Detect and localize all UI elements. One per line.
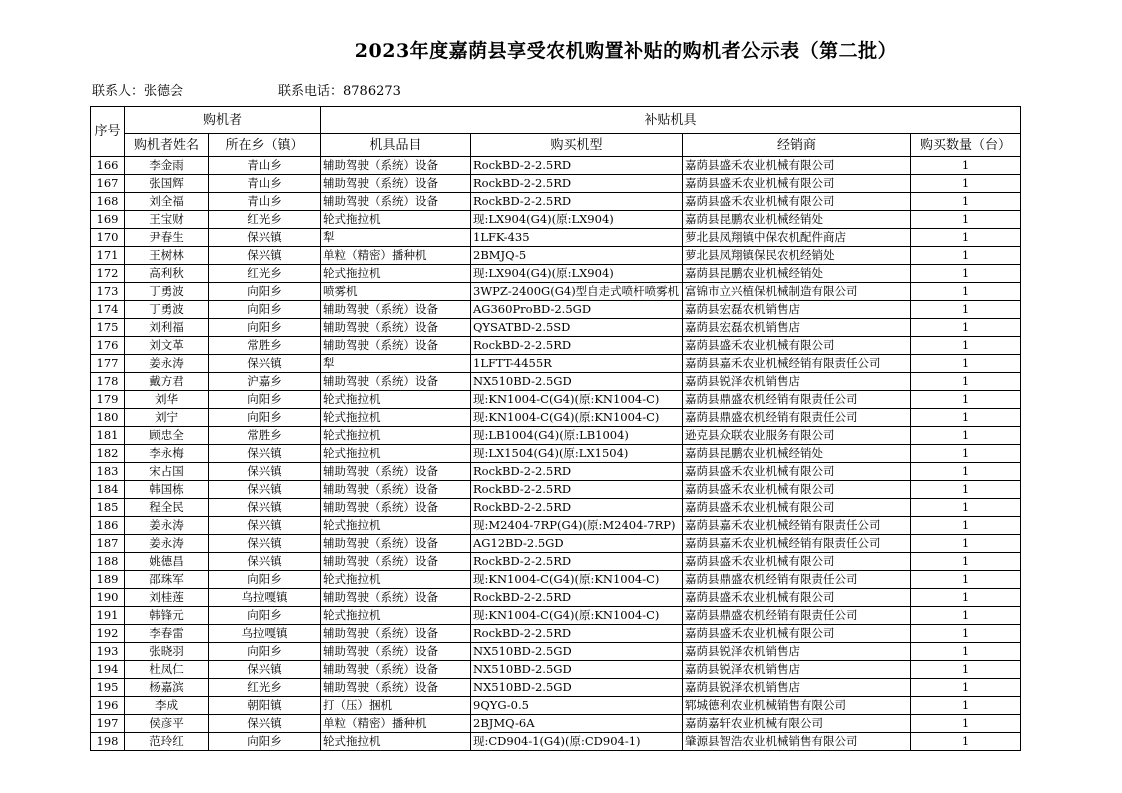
cell-model: 现:LX1504(G4)(原:LX1504): [471, 445, 683, 463]
cell-town: 红光乡: [209, 265, 321, 283]
table-row: [91, 229, 1021, 247]
cell-index: 183: [91, 463, 125, 481]
cell-index: 192: [91, 625, 125, 643]
cell-name: 杨嘉滨: [125, 679, 209, 697]
table-row: [91, 319, 1021, 337]
cell-category: 犁: [321, 355, 471, 373]
cell-town: 常胜乡: [209, 427, 321, 445]
cell-index: 178: [91, 373, 125, 391]
cell-dealer: 嘉荫县鼎盛农机经销有限责任公司: [683, 391, 911, 409]
table-row: [91, 571, 1021, 589]
cell-town: 保兴镇: [209, 445, 321, 463]
header-buyer-group: 购机者: [125, 107, 321, 134]
table-row: [91, 193, 1021, 211]
cell-qty: 1: [911, 283, 1021, 301]
cell-category: 单粒（精密）播种机: [321, 247, 471, 265]
table-row: [91, 211, 1021, 229]
cell-model: RockBD-2-2.5RD: [471, 337, 683, 355]
cell-category: 辅助驾驶（系统）设备: [321, 373, 471, 391]
cell-qty: 1: [911, 517, 1021, 535]
cell-town: 保兴镇: [209, 247, 321, 265]
cell-dealer: 嘉荫县昆鹏农业机械经销处: [683, 445, 911, 463]
cell-town: 向阳乡: [209, 733, 321, 751]
cell-town: 保兴镇: [209, 715, 321, 733]
cell-dealer: 嘉荫县锐泽农机销售店: [683, 373, 911, 391]
cell-town: 青山乡: [209, 193, 321, 211]
cell-index: 175: [91, 319, 125, 337]
cell-index: 191: [91, 607, 125, 625]
cell-qty: 1: [911, 301, 1021, 319]
cell-category: 轮式拖拉机: [321, 571, 471, 589]
cell-model: 现:KN1004-C(G4)(原:KN1004-C): [471, 607, 683, 625]
cell-name: 张晓羽: [125, 643, 209, 661]
cell-qty: 1: [911, 409, 1021, 427]
cell-town: 青山乡: [209, 175, 321, 193]
cell-model: NX510BD-2.5GD: [471, 373, 683, 391]
cell-name: 姜永涛: [125, 517, 209, 535]
table-row: [91, 265, 1021, 283]
cell-category: 轮式拖拉机: [321, 517, 471, 535]
cell-category: 辅助驾驶（系统）设备: [321, 535, 471, 553]
cell-qty: 1: [911, 625, 1021, 643]
cell-name: 王宝财: [125, 211, 209, 229]
table-row: [91, 589, 1021, 607]
table-row: [91, 499, 1021, 517]
header-model: 购买机型: [471, 134, 683, 157]
cell-index: 196: [91, 697, 125, 715]
cell-model: RockBD-2-2.5RD: [471, 553, 683, 571]
cell-dealer: 嘉荫县盛禾农业机械有限公司: [683, 193, 911, 211]
cell-model: 2BMJQ-5: [471, 247, 683, 265]
page-title: 2023年度嘉荫县享受农机购置补贴的购机者公示表（第二批）: [354, 40, 898, 62]
cell-model: 3WPZ-2400G(G4)型自走式喷杆喷雾机: [471, 283, 683, 301]
cell-model: AG360ProBD-2.5GD: [471, 301, 683, 319]
cell-index: 172: [91, 265, 125, 283]
cell-dealer: 嘉荫县锐泽农机销售店: [683, 661, 911, 679]
table-row: [91, 373, 1021, 391]
table-row: [91, 409, 1021, 427]
cell-category: 辅助驾驶（系统）设备: [321, 679, 471, 697]
cell-name: 李金雨: [125, 157, 209, 175]
cell-model: RockBD-2-2.5RD: [471, 625, 683, 643]
cell-model: RockBD-2-2.5RD: [471, 463, 683, 481]
cell-qty: 1: [911, 499, 1021, 517]
header-index: 序号: [91, 107, 125, 157]
cell-index: 186: [91, 517, 125, 535]
cell-name: 高利秋: [125, 265, 209, 283]
cell-town: 保兴镇: [209, 229, 321, 247]
table-row: [91, 481, 1021, 499]
cell-name: 张国辉: [125, 175, 209, 193]
table-row: [91, 625, 1021, 643]
cell-model: RockBD-2-2.5RD: [471, 175, 683, 193]
cell-dealer: 嘉荫县盛禾农业机械有限公司: [683, 175, 911, 193]
cell-category: 打（压）捆机: [321, 697, 471, 715]
cell-dealer: 嘉荫县盛禾农业机械有限公司: [683, 553, 911, 571]
cell-dealer: 郓城德利农业机械销售有限公司: [683, 697, 911, 715]
cell-category: 辅助驾驶（系统）设备: [321, 661, 471, 679]
cell-town: 向阳乡: [209, 571, 321, 589]
cell-index: 180: [91, 409, 125, 427]
cell-qty: 1: [911, 463, 1021, 481]
cell-category: 辅助驾驶（系统）设备: [321, 553, 471, 571]
cell-index: 167: [91, 175, 125, 193]
cell-qty: 1: [911, 211, 1021, 229]
cell-category: 轮式拖拉机: [321, 409, 471, 427]
cell-town: 保兴镇: [209, 517, 321, 535]
cell-category: 辅助驾驶（系统）设备: [321, 643, 471, 661]
cell-name: 丁勇波: [125, 283, 209, 301]
cell-town: 向阳乡: [209, 319, 321, 337]
table-row: [91, 391, 1021, 409]
cell-town: 保兴镇: [209, 553, 321, 571]
cell-town: 向阳乡: [209, 301, 321, 319]
cell-category: 辅助驾驶（系统）设备: [321, 319, 471, 337]
cell-model: 现:LB1004(G4)(原:LB1004): [471, 427, 683, 445]
cell-category: 辅助驾驶（系统）设备: [321, 499, 471, 517]
cell-qty: 1: [911, 193, 1021, 211]
cell-dealer: 嘉荫县嘉禾农业机械经销有限责任公司: [683, 535, 911, 553]
cell-name: 韩锋元: [125, 607, 209, 625]
cell-dealer: 嘉荫县鼎盛农机经销有限责任公司: [683, 409, 911, 427]
cell-index: 190: [91, 589, 125, 607]
table-row: [91, 301, 1021, 319]
table-row: [91, 463, 1021, 481]
cell-town: 红光乡: [209, 211, 321, 229]
cell-model: AG12BD-2.5GD: [471, 535, 683, 553]
cell-index: 168: [91, 193, 125, 211]
table-row: [91, 607, 1021, 625]
cell-name: 戴方君: [125, 373, 209, 391]
cell-category: 辅助驾驶（系统）设备: [321, 157, 471, 175]
table-row: [91, 535, 1021, 553]
cell-dealer: 嘉荫县盛禾农业机械有限公司: [683, 589, 911, 607]
cell-town: 向阳乡: [209, 643, 321, 661]
cell-qty: 1: [911, 247, 1021, 265]
header-town: 所在乡（镇）: [209, 134, 321, 157]
cell-index: 169: [91, 211, 125, 229]
cell-model: NX510BD-2.5GD: [471, 643, 683, 661]
cell-dealer: 嘉荫县盛禾农业机械有限公司: [683, 625, 911, 643]
cell-town: 向阳乡: [209, 391, 321, 409]
table-row: [91, 247, 1021, 265]
cell-town: 常胜乡: [209, 337, 321, 355]
cell-category: 辅助驾驶（系统）设备: [321, 193, 471, 211]
cell-dealer: 肇源县智浩农业机械销售有限公司: [683, 733, 911, 751]
cell-category: 轮式拖拉机: [321, 391, 471, 409]
cell-qty: 1: [911, 229, 1021, 247]
cell-name: 姚德昌: [125, 553, 209, 571]
cell-dealer: 嘉荫县锐泽农机销售店: [683, 679, 911, 697]
cell-category: 喷雾机: [321, 283, 471, 301]
cell-model: NX510BD-2.5GD: [471, 679, 683, 697]
cell-index: 179: [91, 391, 125, 409]
cell-qty: 1: [911, 175, 1021, 193]
table-body: [91, 157, 1021, 751]
cell-index: 177: [91, 355, 125, 373]
table-row: [91, 337, 1021, 355]
cell-name: 姜永涛: [125, 535, 209, 553]
table-row: [91, 427, 1021, 445]
cell-category: 轮式拖拉机: [321, 427, 471, 445]
cell-category: 犁: [321, 229, 471, 247]
cell-dealer: 嘉荫县嘉禾农业机械经销有限责任公司: [683, 517, 911, 535]
cell-category: 辅助驾驶（系统）设备: [321, 625, 471, 643]
cell-category: 辅助驾驶（系统）设备: [321, 463, 471, 481]
cell-town: 青山乡: [209, 157, 321, 175]
cell-name: 刘利福: [125, 319, 209, 337]
cell-name: 姜永涛: [125, 355, 209, 373]
subsidy-table: [90, 106, 1021, 751]
cell-town: 保兴镇: [209, 463, 321, 481]
cell-town: 乌拉嘎镇: [209, 589, 321, 607]
cell-name: 刘宁: [125, 409, 209, 427]
cell-index: 194: [91, 661, 125, 679]
cell-index: 174: [91, 301, 125, 319]
cell-qty: 1: [911, 733, 1021, 751]
cell-index: 189: [91, 571, 125, 589]
cell-dealer: 萝北县凤翔镇保民农机经销处: [683, 247, 911, 265]
header-name: 购机者姓名: [125, 134, 209, 157]
cell-qty: 1: [911, 607, 1021, 625]
cell-dealer: 嘉荫县昆鹏农业机械经销处: [683, 265, 911, 283]
cell-name: 侯彦平: [125, 715, 209, 733]
cell-qty: 1: [911, 319, 1021, 337]
table-row: [91, 697, 1021, 715]
cell-name: 杜凤仁: [125, 661, 209, 679]
cell-town: 保兴镇: [209, 535, 321, 553]
cell-name: 刘华: [125, 391, 209, 409]
cell-qty: 1: [911, 373, 1021, 391]
table-row: [91, 445, 1021, 463]
cell-index: 198: [91, 733, 125, 751]
cell-town: 向阳乡: [209, 283, 321, 301]
cell-dealer: 嘉荫县盛禾农业机械有限公司: [683, 337, 911, 355]
cell-category: 辅助驾驶（系统）设备: [321, 481, 471, 499]
cell-qty: 1: [911, 715, 1021, 733]
cell-name: 程全民: [125, 499, 209, 517]
cell-category: 辅助驾驶（系统）设备: [321, 301, 471, 319]
cell-index: 170: [91, 229, 125, 247]
cell-dealer: 嘉荫县锐泽农机销售店: [683, 643, 911, 661]
cell-category: 单粒（精密）播种机: [321, 715, 471, 733]
cell-name: 刘桂莲: [125, 589, 209, 607]
table-row: [91, 553, 1021, 571]
cell-category: 辅助驾驶（系统）设备: [321, 175, 471, 193]
cell-dealer: 嘉荫嘉轩农业机械有限公司: [683, 715, 911, 733]
cell-model: 1LFK-435: [471, 229, 683, 247]
cell-category: 轮式拖拉机: [321, 607, 471, 625]
cell-dealer: 嘉荫县盛禾农业机械有限公司: [683, 481, 911, 499]
cell-qty: 1: [911, 337, 1021, 355]
cell-name: 李春雷: [125, 625, 209, 643]
cell-name: 邵珠军: [125, 571, 209, 589]
cell-model: QYSATBD-2.5SD: [471, 319, 683, 337]
cell-model: 1LFTT-4455R: [471, 355, 683, 373]
cell-index: 182: [91, 445, 125, 463]
cell-dealer: 嘉荫县嘉禾农业机械经销有限责任公司: [683, 355, 911, 373]
cell-category: 辅助驾驶（系统）设备: [321, 337, 471, 355]
cell-qty: 1: [911, 571, 1021, 589]
cell-qty: 1: [911, 535, 1021, 553]
table-row: [91, 283, 1021, 301]
cell-name: 顾忠全: [125, 427, 209, 445]
cell-dealer: 富锦市立兴植保机械制造有限公司: [683, 283, 911, 301]
cell-qty: 1: [911, 391, 1021, 409]
cell-index: 187: [91, 535, 125, 553]
cell-town: 向阳乡: [209, 607, 321, 625]
table-row: [91, 679, 1021, 697]
cell-town: 沪嘉乡: [209, 373, 321, 391]
cell-name: 尹春生: [125, 229, 209, 247]
cell-index: 166: [91, 157, 125, 175]
cell-dealer: 逊克县众联农业服务有限公司: [683, 427, 911, 445]
cell-dealer: 嘉荫县鼎盛农机经销有限责任公司: [683, 571, 911, 589]
cell-index: 184: [91, 481, 125, 499]
cell-model: 现:LX904(G4)(原:LX904): [471, 265, 683, 283]
cell-town: 红光乡: [209, 679, 321, 697]
cell-index: 195: [91, 679, 125, 697]
cell-qty: 1: [911, 265, 1021, 283]
cell-index: 176: [91, 337, 125, 355]
cell-index: 171: [91, 247, 125, 265]
cell-town: 乌拉嘎镇: [209, 625, 321, 643]
cell-model: RockBD-2-2.5RD: [471, 481, 683, 499]
cell-town: 保兴镇: [209, 499, 321, 517]
cell-dealer: 嘉荫县昆鹏农业机械经销处: [683, 211, 911, 229]
cell-name: 刘文革: [125, 337, 209, 355]
cell-model: 现:M2404-7RP(G4)(原:M2404-7RP): [471, 517, 683, 535]
header-subsidy-group: 补贴机具: [321, 107, 1021, 134]
header-dealer: 经销商: [683, 134, 911, 157]
cell-qty: 1: [911, 697, 1021, 715]
cell-model: 现:KN1004-C(G4)(原:KN1004-C): [471, 409, 683, 427]
cell-index: 197: [91, 715, 125, 733]
table-row: [91, 355, 1021, 373]
contact-person: 联系人：张德会: [92, 84, 184, 99]
table-row: [91, 715, 1021, 733]
cell-qty: 1: [911, 427, 1021, 445]
cell-model: 9QYG-0.5: [471, 697, 683, 715]
cell-model: RockBD-2-2.5RD: [471, 499, 683, 517]
cell-dealer: 嘉荫县盛禾农业机械有限公司: [683, 499, 911, 517]
cell-qty: 1: [911, 553, 1021, 571]
cell-town: 朝阳镇: [209, 697, 321, 715]
cell-town: 保兴镇: [209, 355, 321, 373]
cell-qty: 1: [911, 355, 1021, 373]
cell-index: 193: [91, 643, 125, 661]
table-row: [91, 733, 1021, 751]
cell-dealer: 嘉荫县宏磊农机销售店: [683, 301, 911, 319]
cell-name: 宋占国: [125, 463, 209, 481]
cell-model: 现:KN1004-C(G4)(原:KN1004-C): [471, 571, 683, 589]
cell-town: 保兴镇: [209, 481, 321, 499]
cell-dealer: 嘉荫县宏磊农机销售店: [683, 319, 911, 337]
cell-qty: 1: [911, 661, 1021, 679]
table-row: [91, 661, 1021, 679]
cell-dealer: 嘉荫县盛禾农业机械有限公司: [683, 157, 911, 175]
cell-model: 现:LX904(G4)(原:LX904): [471, 211, 683, 229]
cell-name: 范玲红: [125, 733, 209, 751]
cell-category: 轮式拖拉机: [321, 265, 471, 283]
cell-category: 辅助驾驶（系统）设备: [321, 589, 471, 607]
cell-model: NX510BD-2.5GD: [471, 661, 683, 679]
cell-index: 185: [91, 499, 125, 517]
cell-town: 向阳乡: [209, 409, 321, 427]
cell-model: 现:KN1004-C(G4)(原:KN1004-C): [471, 391, 683, 409]
cell-qty: 1: [911, 157, 1021, 175]
cell-qty: 1: [911, 445, 1021, 463]
cell-dealer: 萝北县凤翔镇中保农机配件商店: [683, 229, 911, 247]
table-row: [91, 175, 1021, 193]
table-row: [91, 157, 1021, 175]
cell-dealer: 嘉荫县鼎盛农机经销有限责任公司: [683, 607, 911, 625]
cell-index: 173: [91, 283, 125, 301]
cell-qty: 1: [911, 481, 1021, 499]
cell-category: 轮式拖拉机: [321, 445, 471, 463]
cell-qty: 1: [911, 589, 1021, 607]
cell-category: 轮式拖拉机: [321, 211, 471, 229]
header-category: 机具品目: [321, 134, 471, 157]
cell-category: 轮式拖拉机: [321, 733, 471, 751]
cell-name: 李永梅: [125, 445, 209, 463]
cell-model: RockBD-2-2.5RD: [471, 193, 683, 211]
cell-dealer: 嘉荫县盛禾农业机械有限公司: [683, 463, 911, 481]
cell-name: 李成: [125, 697, 209, 715]
header-qty: 购买数量（台）: [911, 134, 1021, 157]
table-row: [91, 517, 1021, 535]
cell-qty: 1: [911, 679, 1021, 697]
cell-model: RockBD-2-2.5RD: [471, 157, 683, 175]
cell-model: 2BJMQ-6A: [471, 715, 683, 733]
cell-model: RockBD-2-2.5RD: [471, 589, 683, 607]
cell-model: 现:CD904-1(G4)(原:CD904-1): [471, 733, 683, 751]
cell-qty: 1: [911, 643, 1021, 661]
cell-town: 保兴镇: [209, 661, 321, 679]
contact-phone: 联系电话：8786273: [278, 84, 401, 99]
cell-name: 刘全福: [125, 193, 209, 211]
cell-name: 丁勇波: [125, 301, 209, 319]
cell-name: 韩国栋: [125, 481, 209, 499]
cell-name: 王树林: [125, 247, 209, 265]
table-row: [91, 643, 1021, 661]
cell-index: 188: [91, 553, 125, 571]
cell-index: 181: [91, 427, 125, 445]
